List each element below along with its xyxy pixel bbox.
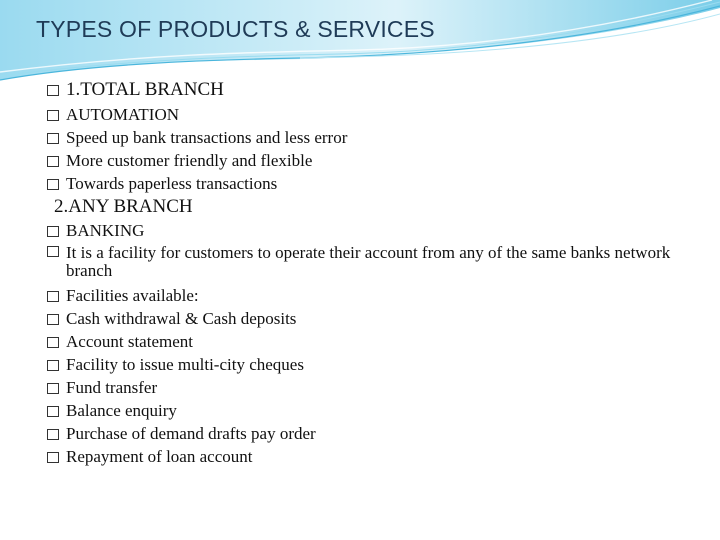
bullet-item — [44, 330, 684, 353]
bullet-text: It is a facility for customers to operate their account from any of the same banks network branch — [66, 243, 671, 280]
bullet-text: Balance enquiry — [66, 401, 177, 420]
square-bullet-icon — [47, 383, 59, 394]
bullet-item — [44, 399, 684, 422]
bullet-text: More customer friendly and flexible — [66, 151, 313, 170]
bullet-text: Repayment of loan account — [66, 447, 253, 466]
square-bullet-icon — [47, 156, 59, 167]
bullet-text: Account statement — [66, 332, 193, 351]
bullet-text: Cash withdrawal & Cash deposits — [66, 309, 297, 328]
bullet-text: AUTOMATION — [66, 105, 180, 124]
bullet-text: Speed up bank transactions and less error — [66, 128, 348, 147]
square-bullet-icon — [47, 179, 59, 190]
square-bullet-icon — [47, 337, 59, 348]
bullet-item — [44, 376, 684, 399]
square-bullet-icon — [47, 360, 59, 371]
bullet-item — [44, 422, 684, 445]
bullet-text: Fund transfer — [66, 378, 158, 397]
square-bullet-icon — [47, 429, 59, 440]
bullet-text: BANKING — [66, 221, 145, 240]
slide-body — [44, 78, 684, 468]
bullet-item — [44, 219, 684, 242]
square-bullet-icon — [47, 452, 59, 463]
bullet-item — [44, 284, 684, 307]
square-bullet-icon — [47, 246, 59, 257]
bullet-text: Facilities available: — [66, 286, 199, 305]
square-bullet-icon — [47, 110, 59, 121]
bullet-text: Towards paperless transactions — [66, 174, 278, 193]
square-bullet-icon — [47, 226, 59, 237]
bullet-item — [44, 103, 684, 126]
section-heading-text: 2.ANY BRANCH — [54, 196, 193, 217]
bullet-item — [44, 242, 684, 284]
slide-title: TYPES OF PRODUCTS & SERVICES — [36, 16, 435, 42]
square-bullet-icon — [47, 85, 59, 96]
square-bullet-icon — [47, 291, 59, 302]
header-swoosh-decoration — [0, 0, 720, 90]
square-bullet-icon — [47, 314, 59, 325]
bullet-item — [44, 78, 684, 102]
bullet-text: Facility to issue multi-city cheques — [66, 355, 304, 374]
bullet-text: Purchase of demand drafts pay order — [66, 424, 316, 443]
square-bullet-icon — [47, 133, 59, 144]
bullet-item — [44, 445, 684, 468]
section-heading — [44, 195, 684, 219]
bullet-text: 1.TOTAL BRANCH — [66, 79, 224, 100]
bullet-item — [44, 307, 684, 330]
square-bullet-icon — [47, 406, 59, 417]
bullet-item — [44, 126, 684, 149]
bullet-item — [44, 353, 684, 376]
bullet-item — [44, 172, 684, 195]
bullet-item — [44, 149, 684, 172]
